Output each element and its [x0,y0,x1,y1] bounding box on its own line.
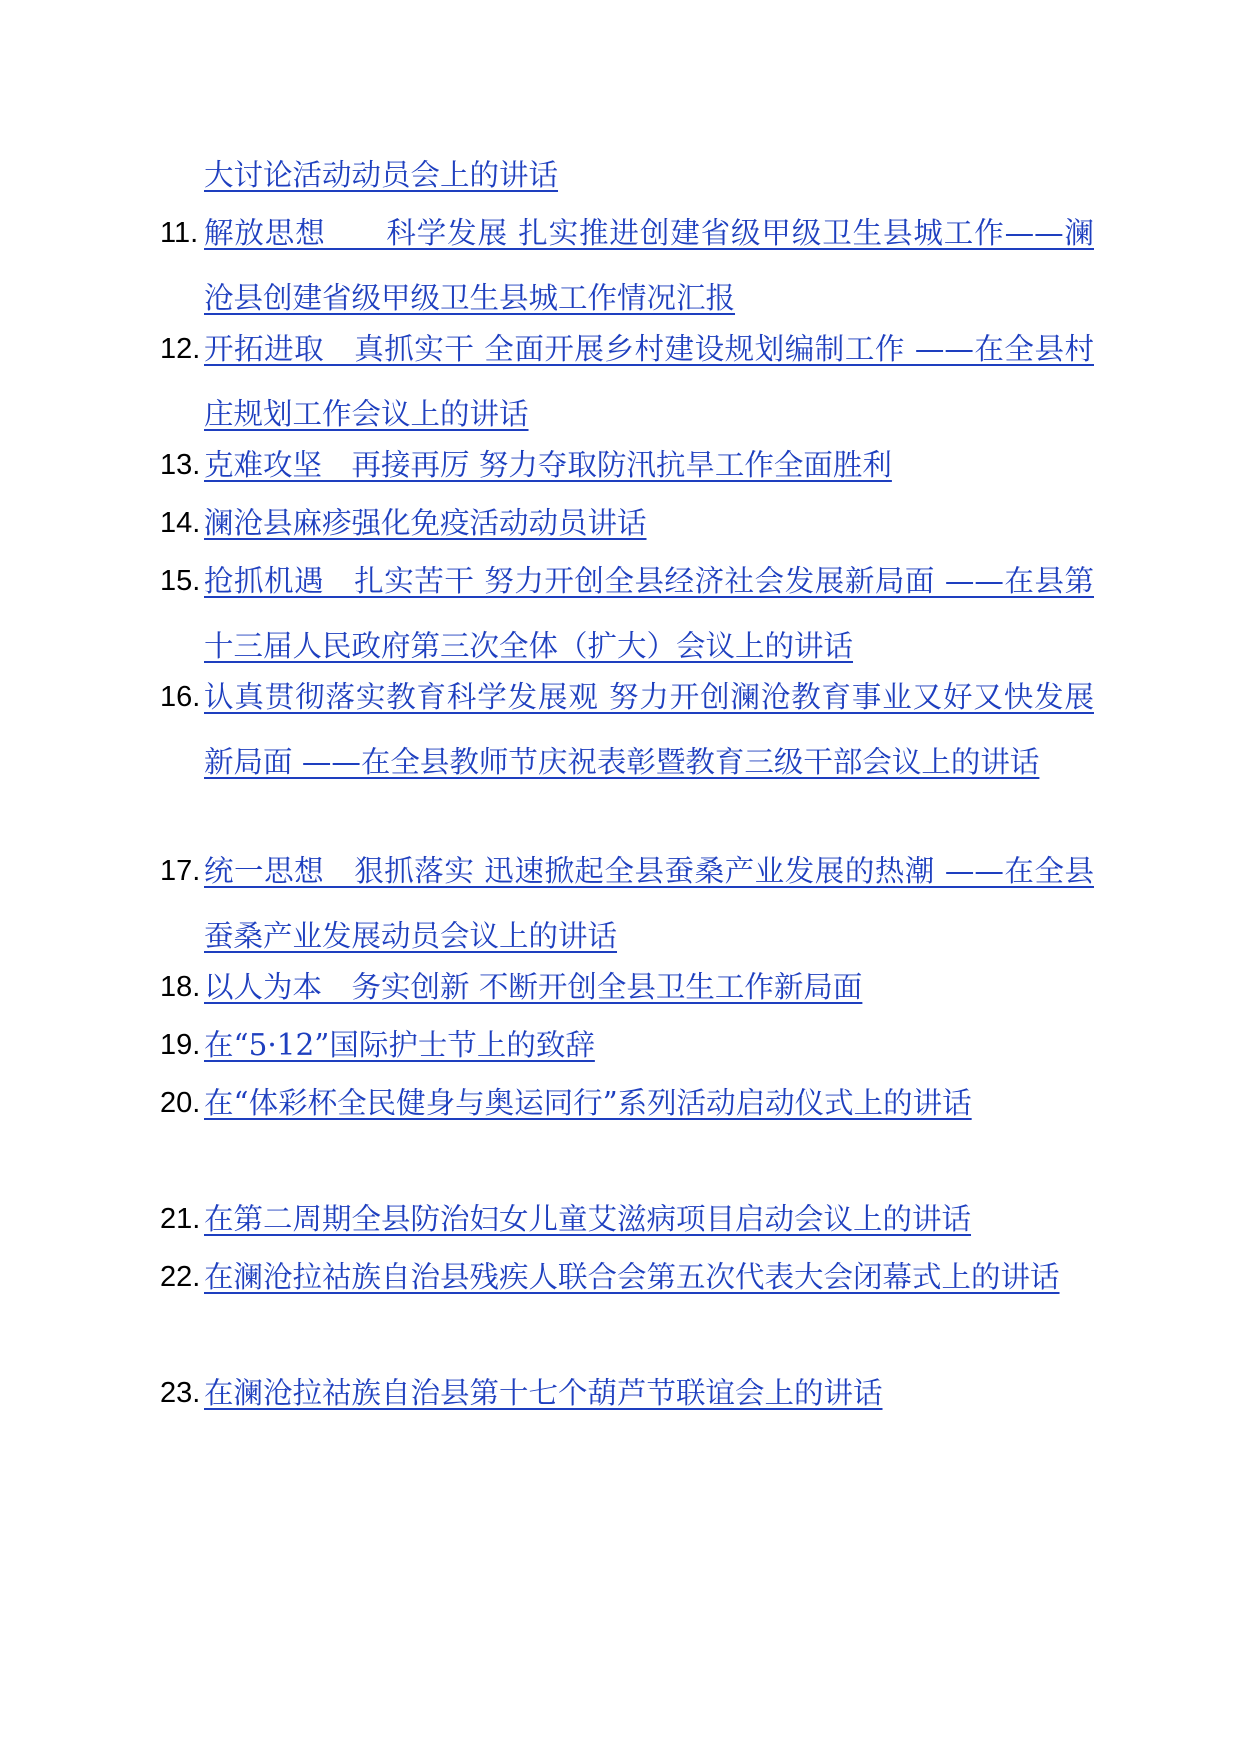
toc-link[interactable]: 澜沧县麻疹强化免疫活动动员讲话 [204,506,647,540]
toc-link[interactable]: 以人为本 务实创新 不断开创全县卫生工作新局面 [204,970,863,1004]
toc-number: 23. [160,1377,201,1409]
toc-number: 14. [160,507,201,539]
toc-number: 12. [160,333,201,365]
toc-number: 13. [160,449,201,481]
toc-number: 16. [160,681,201,713]
toc-link[interactable]: 开拓进取 真抓实干 全面开展乡村建设规划编制工作 ——在全县村庄规划工作会议上的讲话 [204,332,1094,431]
toc-link[interactable]: 认真贯彻落实教育科学发展观 努力开创澜沧教育事业又好又快发展新局面 ——在全县教师节庆祝表彰暨教育三级干部会议上的讲话 [204,680,1094,779]
toc-number: 18. [160,971,201,1003]
toc-link-continuation[interactable]: 大讨论活动动员会上的讲话 [204,158,559,192]
toc-link[interactable]: 在澜沧拉祜族自治县第十七个葫芦节联谊会上的讲话 [204,1376,883,1410]
toc-number: 15. [160,565,201,597]
toc-number: 22. [160,1261,201,1293]
toc-link[interactable]: 解放思想 科学发展 扎实推进创建省级甲级卫生县城工作——澜沧县创建省级甲级卫生县城工作情况汇报 [204,216,1094,315]
toc-link[interactable]: 在澜沧拉祜族自治县残疾人联合会第五次代表大会闭幕式上的讲话 [204,1260,1060,1294]
toc-number: 21. [160,1203,201,1235]
toc-link[interactable]: 在第二周期全县防治妇女儿童艾滋病项目启动会议上的讲话 [204,1202,972,1236]
toc-number: 17. [160,855,201,887]
toc-number: 20. [160,1087,201,1119]
toc-link[interactable]: 克难攻坚 再接再厉 努力夺取防汛抗旱工作全面胜利 [204,448,892,482]
toc-link[interactable]: 抢抓机遇 扎实苦干 努力开创全县经济社会发展新局面 ——在县第十三届人民政府第三次全体（扩大）会议上的讲话 [204,564,1094,663]
toc-link[interactable]: 在“5·12”国际护士节上的致辞 [204,1028,595,1062]
toc-link[interactable]: 统一思想 狠抓落实 迅速掀起全县蚕桑产业发展的热潮 ——在全县蚕桑产业发展动员会议上的讲话 [204,854,1094,953]
toc-number: 11. [160,217,199,249]
toc-number: 19. [160,1029,201,1061]
toc-link[interactable]: 在“体彩杯全民健身与奥运同行”系列活动启动仪式上的讲话 [204,1086,972,1120]
